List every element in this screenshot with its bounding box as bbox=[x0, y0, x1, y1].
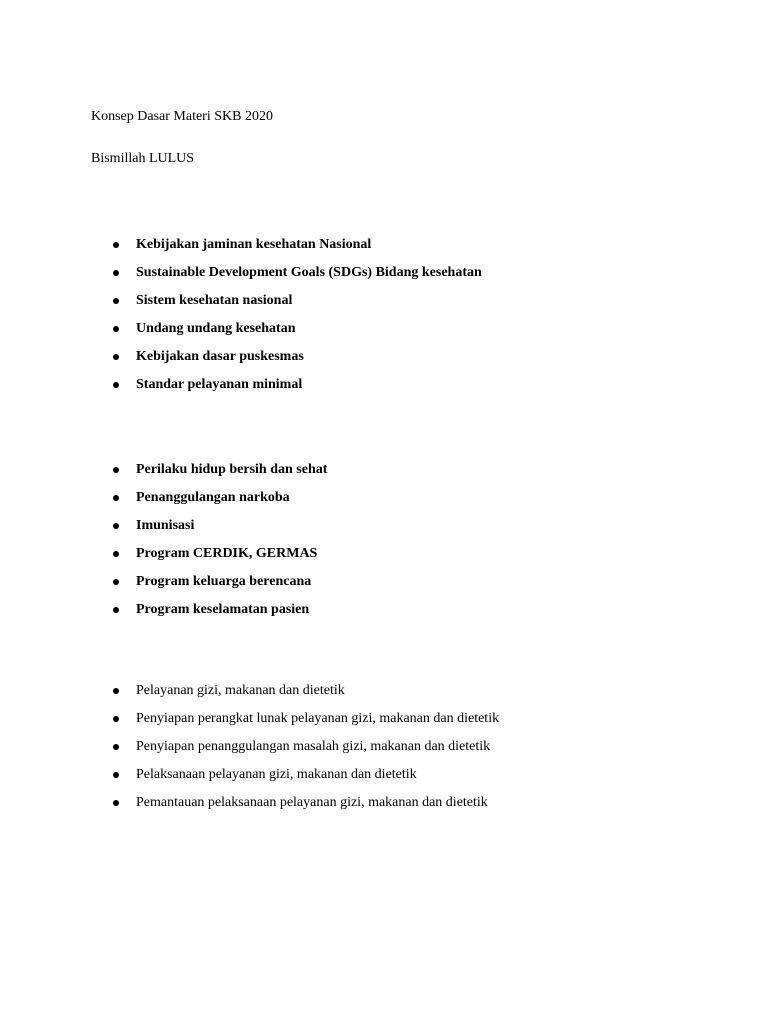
bullet-icon bbox=[113, 495, 119, 501]
list-item bbox=[0, 795, 768, 823]
list-item bbox=[0, 349, 768, 377]
bullet-icon bbox=[113, 551, 119, 557]
list-item bbox=[0, 546, 768, 574]
document-title: Konsep Dasar Materi SKB 2020 bbox=[91, 109, 273, 124]
list-item bbox=[0, 602, 768, 630]
bullet-icon bbox=[113, 326, 119, 332]
list-item bbox=[0, 574, 768, 602]
bullet-icon bbox=[113, 270, 119, 276]
bullet-list-3 bbox=[0, 683, 768, 823]
list-item bbox=[0, 462, 768, 490]
bullet-icon bbox=[113, 242, 119, 248]
list-item bbox=[0, 739, 768, 767]
list-item bbox=[0, 377, 768, 405]
bullet-icon bbox=[113, 800, 119, 806]
list-item-text: Sistem kesehatan nasional bbox=[136, 293, 293, 308]
list-item-text: Kebijakan dasar puskesmas bbox=[136, 349, 304, 364]
list-item bbox=[0, 683, 768, 711]
list-item bbox=[0, 767, 768, 795]
list-item bbox=[0, 293, 768, 321]
list-item-text: Undang undang kesehatan bbox=[136, 321, 296, 336]
list-item-text: Program keselamatan pasien bbox=[136, 602, 310, 617]
bullet-list-2 bbox=[0, 462, 768, 630]
document-subtitle: Bismillah LULUS bbox=[91, 151, 195, 166]
bullet-icon bbox=[113, 607, 119, 613]
list-item-text: Perilaku hidup bersih dan sehat bbox=[136, 462, 328, 477]
list-item bbox=[0, 711, 768, 739]
bullet-icon bbox=[113, 382, 119, 388]
bullet-list-1 bbox=[0, 237, 768, 405]
list-item-text: Program keluarga berencana bbox=[136, 574, 312, 589]
bullet-icon bbox=[113, 523, 119, 529]
list-item bbox=[0, 265, 768, 293]
list-item-text: Kebijakan jaminan kesehatan Nasional bbox=[136, 237, 372, 252]
bullet-icon bbox=[113, 744, 119, 750]
list-item-text: Penyiapan penanggulangan masalah gizi, makanan dan dietetik bbox=[136, 739, 491, 754]
list-item bbox=[0, 237, 768, 265]
list-item-text: Pelayanan gizi, makanan dan dietetik bbox=[136, 683, 345, 698]
list-item-text: Penanggulangan narkoba bbox=[136, 490, 290, 505]
list-item-text: Program CERDIK, GERMAS bbox=[136, 546, 318, 561]
list-item-text: Penyiapan perangkat lunak pelayanan gizi, makanan dan dietetik bbox=[136, 711, 500, 726]
bullet-icon bbox=[113, 716, 119, 722]
bullet-icon bbox=[113, 467, 119, 473]
list-item bbox=[0, 490, 768, 518]
list-item-text: Pemantauan pelaksanaan pelayanan gizi, makanan dan dietetik bbox=[136, 795, 488, 810]
bullet-icon bbox=[113, 688, 119, 694]
list-item-text: Imunisasi bbox=[136, 518, 195, 533]
list-item-text: Pelaksanaan pelayanan gizi, makanan dan dietetik bbox=[136, 767, 417, 782]
list-item bbox=[0, 518, 768, 546]
bullet-icon bbox=[113, 772, 119, 778]
bullet-icon bbox=[113, 354, 119, 360]
list-item-text: Sustainable Development Goals (SDGs) Bidang kesehatan bbox=[136, 265, 482, 280]
list-item bbox=[0, 321, 768, 349]
bullet-icon bbox=[113, 579, 119, 585]
list-item-text: Standar pelayanan minimal bbox=[136, 377, 303, 392]
bullet-icon bbox=[113, 298, 119, 304]
